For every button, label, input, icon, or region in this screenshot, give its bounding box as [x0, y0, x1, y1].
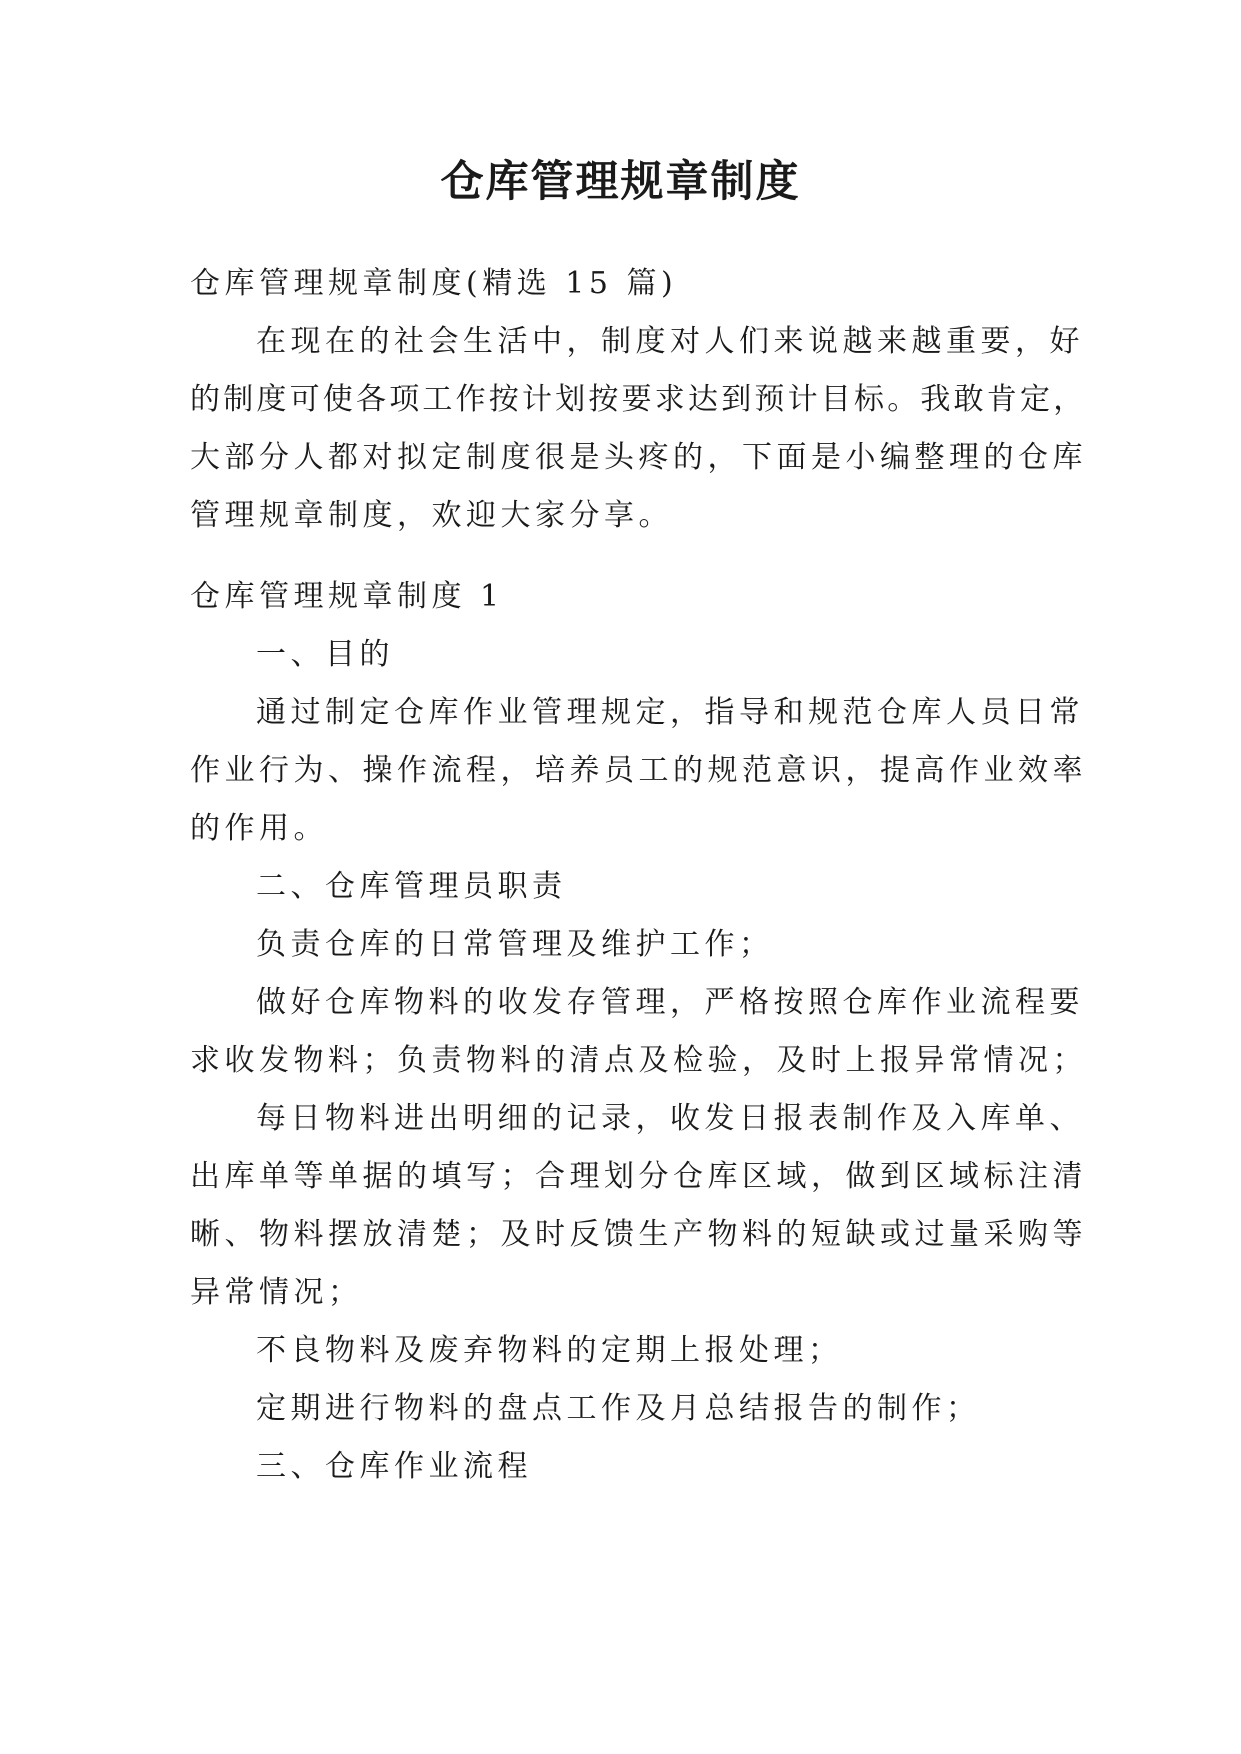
document-title: 仓库管理规章制度: [440, 157, 801, 207]
purpose-line: 作业行为、操作流程，培养员工的规范意识，提高作业效率: [190, 753, 1087, 788]
duty-line: 做好仓库物料的收发存管理，严格按照仓库作业流程要: [256, 985, 1084, 1020]
duty-item: 不良物料及废弃物料的定期上报处理；: [256, 1333, 843, 1368]
duty-line: 异常情况；: [190, 1275, 363, 1310]
purpose-line: 通过制定仓库作业管理规定，指导和规范仓库人员日常: [256, 695, 1084, 730]
intro-line: 的制度可使各项工作按计划按要求达到预计目标。我敢肯定，: [190, 382, 1087, 417]
intro-paragraph: [190, 313, 1087, 545]
duty-line: 出库单等单据的填写；合理划分仓库区域，做到区域标注清: [190, 1159, 1087, 1194]
duty-item: 定期进行物料的盘点工作及月总结报告的制作；: [256, 1391, 981, 1426]
duty-line: 求收发物料；负责物料的清点及检验，及时上报异常情况；: [190, 1043, 1087, 1078]
document-subtitle: 仓库管理规章制度(精选 15 篇): [190, 266, 678, 301]
item-one-heading: 一、目的: [256, 637, 394, 672]
section-body: [190, 626, 1087, 1496]
intro-line: 在现在的社会生活中，制度对人们来说越来越重要，好: [256, 324, 1084, 359]
duty-line: 晰、物料摆放清楚；及时反馈生产物料的短缺或过量采购等: [190, 1217, 1087, 1252]
purpose-line: 的作用。: [190, 811, 328, 846]
intro-line: 管理规章制度，欢迎大家分享。: [190, 498, 673, 533]
item-two-heading: 二、仓库管理员职责: [256, 869, 567, 904]
item-three-heading: 三、仓库作业流程: [256, 1449, 532, 1484]
intro-line: 大部分人都对拟定制度很是头疼的，下面是小编整理的仓库: [190, 440, 1087, 475]
duty-line: 每日物料进出明细的记录，收发日报表制作及入库单、: [256, 1101, 1084, 1136]
section-heading: 仓库管理规章制度 1: [190, 579, 504, 614]
duty-item: 负责仓库的日常管理及维护工作；: [256, 927, 774, 962]
